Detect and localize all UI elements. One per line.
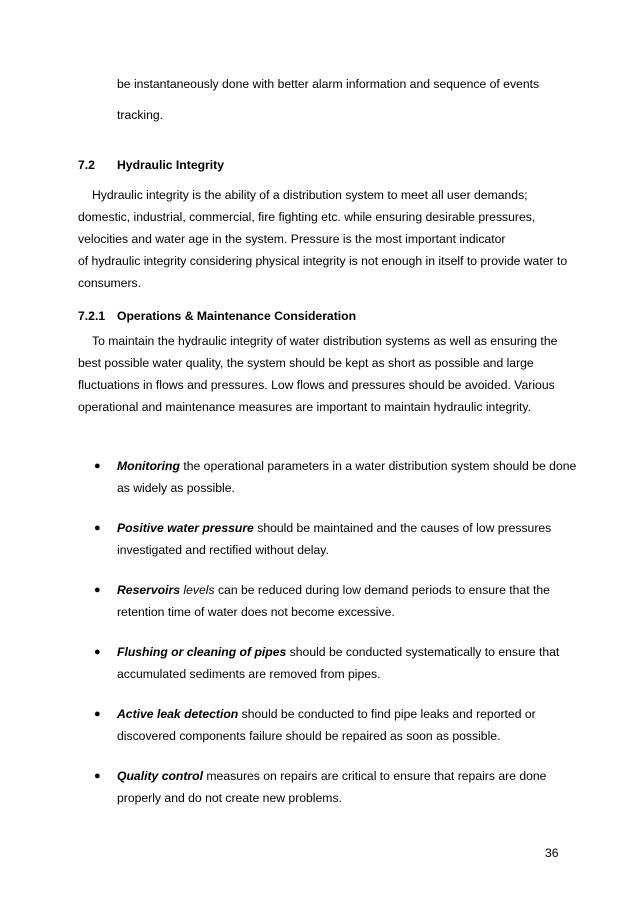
- list-item-text: the operational parameters in a water distribution system should be done: [179, 459, 577, 473]
- list-item-term-extra: levels: [180, 583, 215, 597]
- paragraph-line: domestic, industrial, commercial, fire fighting etc. while ensuring desirable pressures,: [78, 210, 536, 224]
- list-item-text: should be conducted to find pipe leaks and reported or: [238, 707, 536, 721]
- list-item: [117, 706, 536, 722]
- paragraph-line: velocities and water age in the system. Pressure is the most important indicator: [78, 232, 506, 246]
- bullet-icon: ●: [94, 460, 101, 472]
- list-item-line-2: as widely as possible.: [117, 481, 235, 495]
- list-item: [117, 520, 551, 536]
- paragraph-line: operational and maintenance measures are important to maintain hydraulic integrity.: [78, 400, 531, 414]
- paragraph-line: fluctuations in flows and pressures. Low flows and pressures should be avoided. Various: [78, 378, 555, 392]
- bullet-icon: ●: [94, 646, 101, 658]
- list-item-text: should be conducted systematically to ensure that: [286, 645, 560, 659]
- paragraph-line: To maintain the hydraulic integrity of water distribution systems as well as ensuring the: [92, 334, 558, 348]
- bullet-icon: ●: [94, 522, 101, 534]
- bullet-icon: ●: [94, 584, 101, 596]
- list-item: [117, 458, 576, 474]
- paragraph-line: consumers.: [78, 276, 141, 290]
- list-item-term: Flushing or cleaning of pipes: [117, 645, 287, 659]
- list-item-line-2: retention time of water does not become excessive.: [117, 605, 395, 619]
- bullet-icon: ●: [94, 708, 101, 720]
- paragraph-line: best possible water quality, the system should be kept as short as possible and large: [78, 356, 534, 370]
- list-item: [117, 768, 546, 784]
- list-item-term: Quality control: [117, 769, 203, 783]
- list-item: [117, 582, 550, 598]
- continued-line-2: tracking.: [117, 108, 164, 122]
- section-title: Hydraulic Integrity: [117, 158, 225, 172]
- list-item-term: Positive water pressure: [117, 521, 254, 535]
- section-number: 7.2: [78, 158, 95, 172]
- paragraph-line: Hydraulic integrity is the ability of a distribution system to meet all user demands;: [92, 188, 528, 202]
- list-item-text: should be maintained and the causes of low pressures: [253, 521, 552, 535]
- list-item-line-2: discovered components failure should be repaired as soon as possible.: [117, 729, 501, 743]
- list-item-term: Reservoirs: [117, 583, 181, 597]
- list-item-term: Active leak detection: [117, 707, 239, 721]
- continued-line-1: be instantaneously done with better alarm information and sequence of events: [117, 77, 540, 91]
- list-item-term: Monitoring: [117, 459, 180, 473]
- list-item-text: measures on repairs are critical to ensure that repairs are done: [203, 769, 547, 783]
- list-item-line-2: accumulated sediments are removed from pipes.: [117, 667, 381, 681]
- bullet-icon: ●: [94, 770, 101, 782]
- list-item-text: can be reduced during low demand periods to ensure that the: [214, 583, 550, 597]
- list-item-line-2: investigated and rectified without delay.: [117, 543, 329, 557]
- paragraph-line: of hydraulic integrity considering physical integrity is not enough in itself to provide water to: [78, 254, 568, 268]
- list-item-line-2: properly and do not create new problems.: [117, 791, 342, 805]
- list-item: [117, 644, 559, 660]
- subsection-title: Operations & Maintenance Consideration: [117, 309, 357, 323]
- subsection-number: 7.2.1: [78, 309, 106, 323]
- page-number: 36: [545, 846, 559, 860]
